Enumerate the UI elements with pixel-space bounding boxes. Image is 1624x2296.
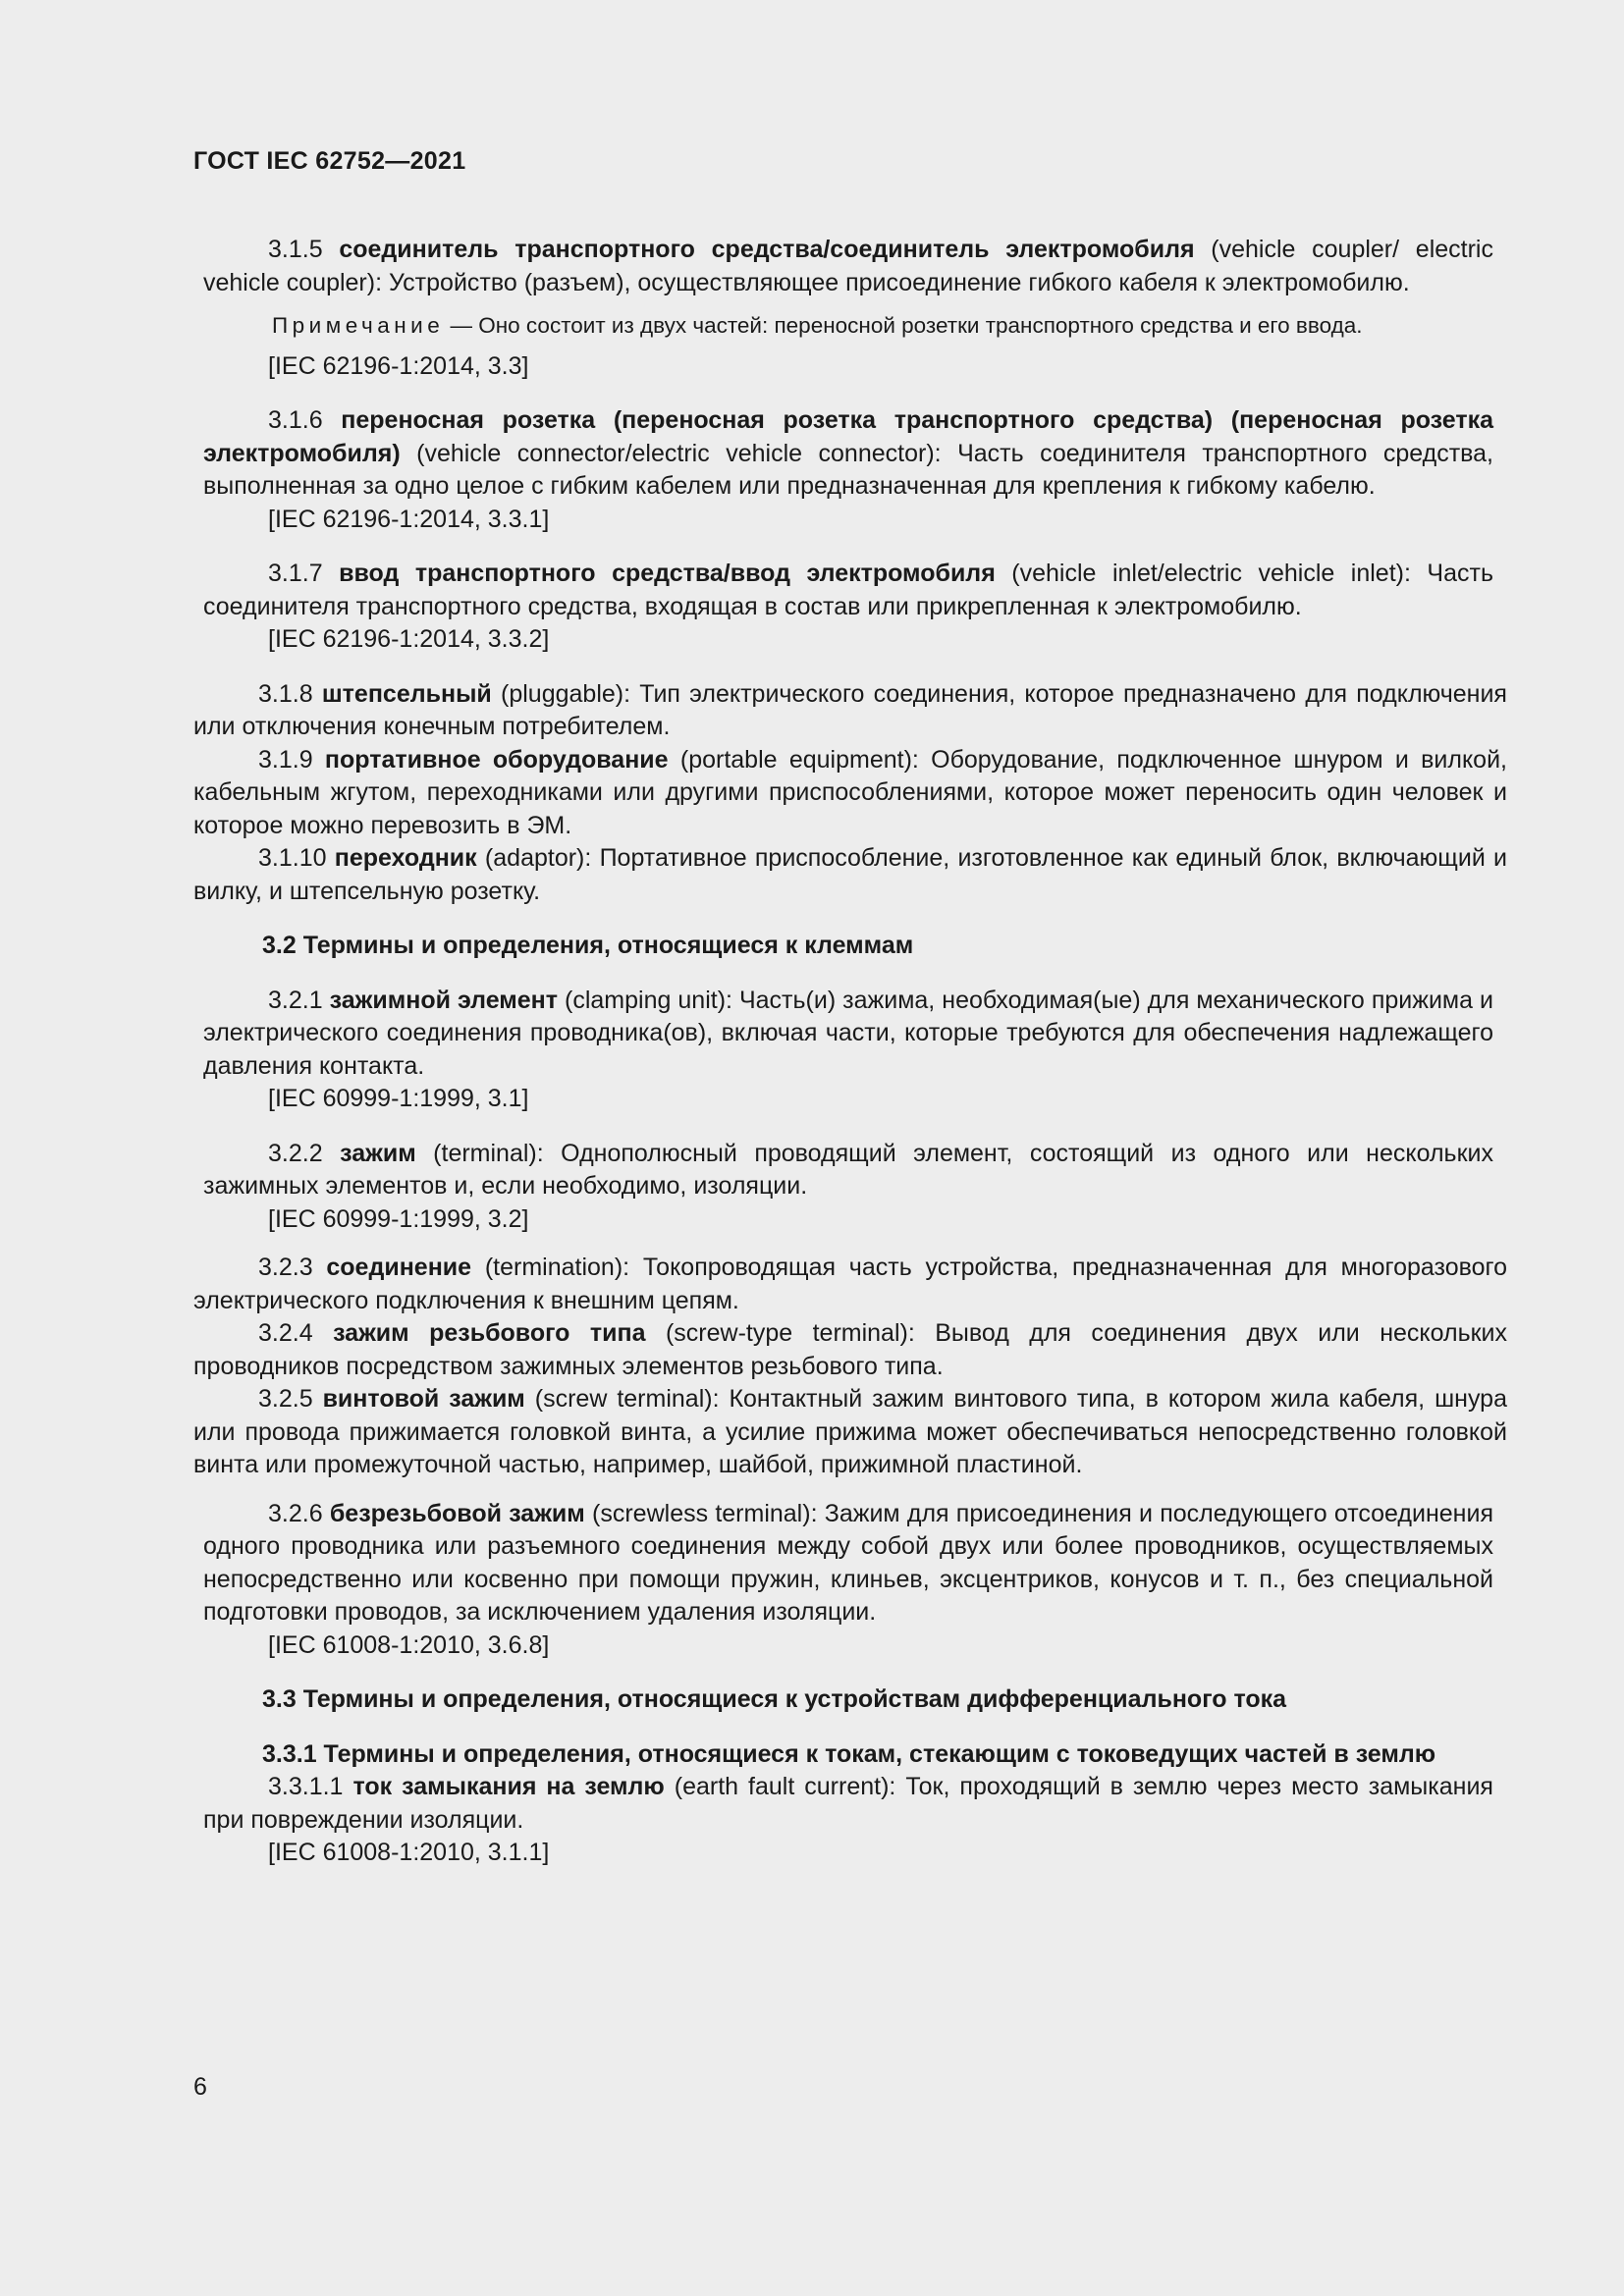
term-number: 3.2.4 [258, 1319, 334, 1347]
term-definition: (clamping unit): Часть(и) зажима, необходимая(ые) для механического прижима и электрического соединения проводника(ов), включая части, которые требуются для обеспечения надлежащего давления контакта. [203, 986, 1493, 1080]
term-definition: (screwless terminal): Зажим для присоединения и последующего отсоединения одного проводника или разъемного соединения между собой двух или более проводников, осуществляемых непосредственно или косвенно при помощи пружин, клиньев, эксцентриков, конусов и т. п., без специальной подготовки проводов, за исключением удаления изоляции. [203, 1499, 1493, 1626]
term-3-1-5 [203, 234, 1493, 299]
term-number: 3.2.6 [268, 1499, 330, 1527]
term-number: 3.1.7 [268, 560, 340, 587]
term-name: переносная розетка (переносная розетка транспортного средства) (переносная розетка электромобиля) [203, 406, 1493, 467]
term-3-2-4 [193, 1317, 1507, 1383]
term-number: 3.1.9 [258, 745, 325, 774]
term-number: 3.1.8 [258, 679, 322, 708]
term-name: соединитель транспортного средства/соединитель электромобиля [339, 236, 1195, 263]
term-name: переходник [334, 844, 477, 872]
term-name: винтовой зажим [322, 1385, 525, 1413]
term-number: 3.2.5 [258, 1385, 323, 1413]
term-3-1-9 [193, 744, 1507, 843]
term-name: зажимной элемент [329, 986, 559, 1014]
reference: [IEC 62196-1:2014, 3.3.1] [268, 505, 550, 533]
term-name: ток замыкания на землю [352, 1773, 665, 1800]
term-name: портативное оборудование [324, 745, 669, 774]
term-3-2-5 [193, 1383, 1507, 1482]
term-number: 3.2.3 [258, 1254, 327, 1281]
term-definition: (termination): Токопроводящая часть устройства, предназначенная для многоразового электрического подключения к внешним цепям. [193, 1254, 1507, 1314]
term-definition: (terminal): Однополюсный проводящий элемент, состоящий из одного или нескольких зажимных элементов и, если необходимо, изоляции. [203, 1139, 1493, 1200]
term-3-1-10 [193, 842, 1507, 908]
reference: [IEC 62196-1:2014, 3.3] [268, 351, 529, 380]
section-heading-3-3: 3.3 Термины и определения, относящиеся к устройствам дифференциального тока [262, 1685, 1287, 1713]
subsection-heading-3-3-1: 3.3.1 Термины и определения, относящиеся к токам, стекающим с токоведущих частей в землю [262, 1739, 1436, 1768]
term-name: зажим резьбового типа [333, 1319, 646, 1347]
term-definition: (earth fault current): Ток, проходящий в землю через место замыкания при повреждении изоляции. [203, 1773, 1493, 1834]
section-heading-3-2: 3.2 Термины и определения, относящиеся к клеммам [262, 932, 914, 959]
term-3-2-6 [203, 1498, 1493, 1629]
note-label: Примечание [272, 313, 445, 338]
reference: [IEC 61008-1:2010, 3.6.8] [268, 1630, 550, 1659]
reference: [IEC 60999-1:1999, 3.1] [268, 1085, 529, 1112]
term-number: 3.1.5 [268, 236, 340, 263]
term-definition: (pluggable): Тип электрического соединения, которое предназначено для подключения или отключения конечным потребителем. [193, 679, 1507, 740]
reference: [IEC 60999-1:1999, 3.2] [268, 1204, 529, 1233]
term-number: 3.1.6 [268, 406, 342, 434]
term-3-1-7 [203, 558, 1493, 623]
note-3-1-5 [203, 309, 1493, 343]
page-number: 6 [193, 2073, 207, 2101]
term-3-2-1 [203, 985, 1493, 1084]
term-definition: (portable equipment): Оборудование, подключенное шнуром и вилкой, кабельным жгутом, переходниками или другими приспособлениями, которое может переносить один человек и которое можно перевозить в ЭМ. [193, 745, 1508, 839]
term-3-2-2 [203, 1138, 1493, 1203]
note-text: — Оно состоит из двух частей: переносной розетки транспортного средства и его ввода. [444, 313, 1363, 338]
term-number: 3.2.1 [268, 986, 330, 1014]
term-name: ввод транспортного средства/ввод электромобиля [339, 560, 996, 587]
term-3-3-1-1 [203, 1771, 1493, 1837]
term-3-2-3 [193, 1252, 1507, 1317]
term-definition: (screw terminal): Контактный зажим винтового типа, в котором жила кабеля, шнура или провода прижимается головкой винта, а усилие прижима может обеспечиваться непосредственно головкой винта или промежуточной частью, например, шайбой, прижимной пластиной. [193, 1385, 1507, 1478]
document-header: ГОСТ IEC 62752—2021 [193, 147, 466, 175]
reference: [IEC 62196-1:2014, 3.3.2] [268, 625, 550, 653]
term-3-1-8 [193, 678, 1507, 744]
term-number: 3.3.1.1 [268, 1773, 353, 1800]
term-number: 3.1.10 [258, 844, 335, 872]
term-definition: (adaptor): Портативное приспособление, изготовленное как единый блок, включающий и вилку, и штепсельную розетку. [193, 844, 1507, 905]
term-number: 3.2.2 [268, 1139, 341, 1167]
reference: [IEC 61008-1:2010, 3.1.1] [268, 1839, 550, 1866]
term-definition: (vehicle connector/electric vehicle connector): Часть соединителя транспортного средства, выполненная за одно целое с гибким кабелем или предназначенная для крепления к гибкому кабелю. [203, 439, 1493, 500]
term-definition: (vehicle coupler/ electric vehicle coupler): Устройство (разъем), осуществляющее присоединение гибкого кабеля к электромобилю. [203, 236, 1493, 296]
term-name: безрезьбовой зажим [329, 1499, 585, 1527]
document-body [193, 234, 1507, 1870]
term-3-1-6 [203, 404, 1493, 504]
term-name: штепсельный [321, 679, 492, 708]
term-name: зажим [340, 1139, 416, 1167]
term-name: соединение [326, 1254, 472, 1281]
term-definition: (vehicle inlet/electric vehicle inlet): Часть соединителя транспортного средства, входящая в состав или прикрепленная к электромобилю. [203, 560, 1493, 620]
term-definition: (screw-type terminal): Вывод для соединения двух или нескольких проводников посредством зажимных элементов резьбового типа. [193, 1319, 1507, 1380]
